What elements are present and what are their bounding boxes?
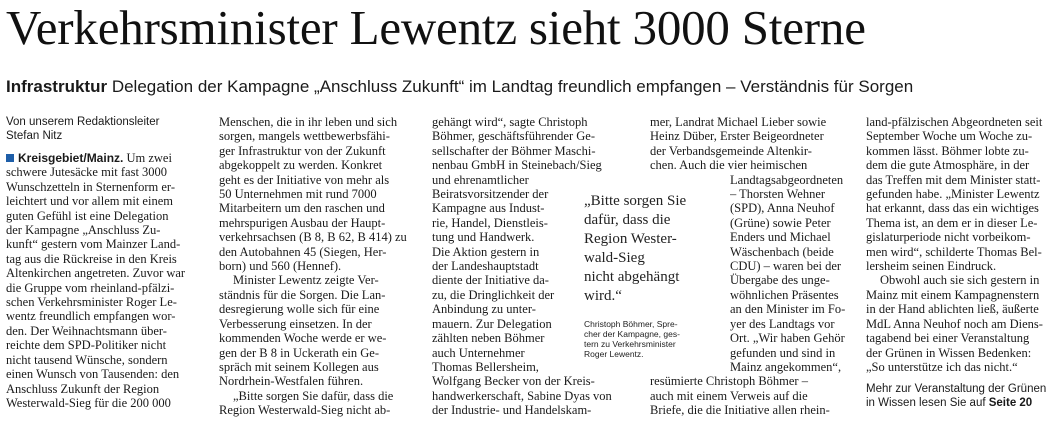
text-line: wöhnlichen Präsentes bbox=[730, 287, 839, 302]
text-line: Anschluss Zukunft der Region bbox=[6, 381, 160, 396]
text-line: den. Der Weihnachtsmann über- bbox=[6, 323, 167, 338]
text-line: MdL Anna Neuhof noch am Diens- bbox=[866, 316, 1043, 331]
text-line: Mainz mit einem Kampagnenstern bbox=[866, 287, 1040, 302]
byline bbox=[6, 115, 209, 143]
text-line: CDU) – waren bei der bbox=[730, 259, 842, 274]
text-line: tung und Handwerk. bbox=[432, 230, 535, 245]
text-line: yer des Landtags vor bbox=[730, 316, 835, 331]
pull-quote-source-line: Roger Lewentz. bbox=[584, 349, 644, 359]
text-line: Heinz Düber, Erster Beigeordneter bbox=[650, 129, 824, 144]
text-line: schen Verkehrsminister Roger Le- bbox=[6, 295, 177, 310]
text-line: an den Minister im Fo- bbox=[730, 302, 846, 317]
text-line: und ehrenamtlicher bbox=[432, 172, 529, 187]
dateline: Kreisgebiet/Mainz. bbox=[18, 151, 124, 165]
pull-quote-source-line: tern zu Verkehrsminister bbox=[584, 339, 676, 349]
text-line: dem die gute Atmosphäre, in der bbox=[866, 158, 1030, 173]
section-square-icon bbox=[6, 154, 14, 162]
text-line: Altenkirchen angetreten. Zuvor war bbox=[6, 266, 186, 281]
text-line: Die Aktion gestern in bbox=[432, 244, 540, 259]
text-line: Region Westerwald-Sieg nicht ab- bbox=[219, 403, 391, 418]
text-line: die Gruppe vom rheinland-pfälzi- bbox=[6, 280, 175, 295]
text-line: Nordrhein-Westfalen führen. bbox=[219, 374, 364, 389]
text-line: mehrspurigen Ausbau der Haupt- bbox=[219, 215, 386, 230]
text-line: gefunden und sind in bbox=[730, 345, 836, 360]
text-line: resümierte Christoph Böhmer – bbox=[650, 374, 808, 389]
text-line: Thomas Bellersheim, bbox=[432, 359, 539, 374]
text-line: Übergabe des unge- bbox=[730, 273, 830, 288]
text-line: sellschafter der Böhmer Maschi- bbox=[432, 143, 596, 158]
text-line: Mainz angekommen“, bbox=[730, 359, 842, 374]
subheadline bbox=[6, 76, 1064, 98]
text-line: Um zwei bbox=[126, 151, 172, 165]
pull-quote-line: wald-Sieg bbox=[584, 250, 645, 266]
text-line: tag aus die Rückreise in den Kreis bbox=[6, 251, 177, 266]
text-line: September Woche um Woche zu- bbox=[866, 129, 1033, 144]
text-line: zählten neben Böhmer bbox=[432, 331, 545, 346]
dateline-line bbox=[6, 151, 209, 165]
byline-role: Von unserem Redaktionsleiter bbox=[6, 116, 160, 128]
text-line: ger Infrastruktur von der Zukunft bbox=[219, 143, 386, 158]
text-line: Wäschenbach (beide bbox=[730, 244, 834, 259]
text-line: men wird“, schilderte Thomas Bel- bbox=[866, 244, 1042, 259]
footnote-line bbox=[866, 396, 1064, 410]
text-line: lersheim seinen Eindruck. bbox=[866, 259, 997, 274]
text-line: Minister Lewentz zeigte Ver- bbox=[233, 273, 379, 288]
text-line: Mitarbeitern um den raschen und bbox=[219, 201, 385, 216]
text-line: Beiratsvorsitzender der bbox=[432, 187, 549, 202]
text-line: diente der Initiative da- bbox=[432, 273, 549, 288]
text-line: (Grüne) sowie Peter bbox=[730, 215, 831, 230]
text-line: Enders und Michael bbox=[730, 230, 831, 245]
text-line: schwere Jutesäcke mit fast 3000 bbox=[6, 165, 168, 180]
text-line: Westerwald-Sieg für die 200 000 bbox=[6, 395, 171, 410]
text-line: Menschen, die in ihr leben und sich bbox=[219, 115, 398, 129]
text-line: Briefe, die die Initiative allen rhein- bbox=[650, 403, 830, 418]
text-line: geht es der Initiative von mehr als bbox=[219, 172, 390, 187]
text-line: ständnis für die Sorgen. Die Lan- bbox=[219, 287, 386, 302]
text-line: Verbesserung einsetzen. In der bbox=[219, 316, 372, 331]
text-line: (SPD), Anna Neuhof bbox=[730, 201, 835, 216]
text-line: mauern. Zur Delegation bbox=[432, 316, 552, 331]
subheadline-kicker: Infrastruktur bbox=[6, 77, 108, 96]
footnote-text: in Wissen lesen Sie auf bbox=[866, 397, 989, 410]
text-line: – Thorsten Wehner bbox=[730, 187, 826, 202]
text-line: hat erkannt, dass das ein wichtiges bbox=[866, 201, 1039, 216]
text-line: Wunschzetteln in Sternenform er- bbox=[6, 179, 175, 194]
text-line: in der Hand ablichten ließ, äußerte bbox=[866, 302, 1039, 317]
text-line: nicht tausend Wünsche, sondern bbox=[6, 352, 168, 367]
text-line: Obwohl auch sie sich gestern in bbox=[880, 273, 1040, 288]
pull-quote-line: Region Wester- bbox=[584, 231, 677, 247]
text-line: der Grünen in Wissen Bedenken: bbox=[866, 345, 1032, 360]
article-column-1 bbox=[6, 115, 209, 423]
text-line: auch Unternehmer bbox=[432, 345, 525, 360]
text-line: der Landeshauptstadt bbox=[432, 259, 539, 274]
text-line: handwerkerschaft, Sabine Dyas von bbox=[432, 388, 612, 403]
pull-quote-line: wird.“ bbox=[584, 288, 622, 304]
text-line: sorgen, mangels wettbewerbsfähi- bbox=[219, 129, 390, 144]
text-line: „Bitte sorgen Sie dafür, dass die bbox=[233, 388, 394, 403]
pull-quote-line: nicht abgehängt bbox=[584, 269, 680, 285]
text-line: das Treffen mit dem Minister statt- bbox=[866, 172, 1041, 187]
text-line: guten Gefühl ist eine Delegation bbox=[6, 208, 169, 223]
text-line: spräch mit seinem Kollegen aus bbox=[219, 359, 379, 374]
text-line: „So unterstütze ich das nicht.“ bbox=[866, 359, 1018, 374]
text-line: mer, Landrat Michael Lieber sowie bbox=[650, 115, 827, 129]
pull-quote-source-line: Christoph Böhmer, Spre- bbox=[584, 319, 678, 329]
text-line: desregierung wolle sich für eine bbox=[219, 302, 380, 317]
page-reference-link[interactable]: Seite 20 bbox=[988, 397, 1033, 410]
subheadline-text: Delegation der Kampagne „Anschluss Zukunft“ im Landtag freundlich empfangen – Verständnis für Sorgen bbox=[111, 77, 914, 96]
text-line: Ort. „Wir haben Gehör bbox=[730, 331, 845, 346]
text-line: abgekoppelt zu werden. Konkret bbox=[219, 158, 383, 173]
text-line: Kampagne aus Indust- bbox=[432, 201, 545, 216]
text-line: zu, die Dringlichkeit der bbox=[432, 287, 555, 302]
text-line: land-pfälzischen Abgeordneten seit bbox=[866, 115, 1043, 129]
text-line: wentz freundlich empfangen wor- bbox=[6, 309, 176, 324]
text-line: auch mit einem Verweis auf die bbox=[650, 388, 808, 403]
text-line: verkehrsachsen (B 8, B 62, B 414) zu bbox=[219, 230, 407, 245]
text-line: reichte dem SPD-Politiker nicht bbox=[6, 338, 167, 353]
page-reference-note bbox=[866, 382, 1064, 410]
text-line: born) und 560 (Hennef). bbox=[219, 259, 342, 274]
text-line: Anbindung zu unter- bbox=[432, 302, 536, 317]
footnote-line: Mehr zur Veranstaltung der Grünen bbox=[866, 383, 1047, 396]
text-line: rie, Handel, Dienstleis- bbox=[432, 215, 548, 230]
text-line: leichtert und vor allem mit einem bbox=[6, 194, 173, 209]
text-line: Landtagsabgeordneten bbox=[730, 172, 844, 187]
text-line: kunft“ gestern vom Mainzer Land- bbox=[6, 237, 181, 252]
pull-quote-source bbox=[584, 319, 714, 359]
text-line: chen. Auch die vier heimischen bbox=[650, 158, 808, 173]
headline: Verkehrsminister Lewentz sieht 3000 Sterne bbox=[6, 0, 866, 55]
text-line: den Autobahnen 45 (Siegen, Her- bbox=[219, 244, 387, 259]
text-line: gen der B 8 in Uckerath ein Ge- bbox=[219, 345, 380, 360]
text-line: gehängt wird“, sagte Christoph bbox=[432, 115, 588, 129]
pull-quote bbox=[584, 192, 710, 306]
byline-author: Stefan Nitz bbox=[6, 130, 63, 142]
text-line: kommen lässt. Böhmer lobte zu- bbox=[866, 143, 1029, 158]
text-line: nenbau GmbH in Steinebach/Sieg bbox=[432, 158, 602, 173]
text-line: tagabend bei einer Veranstaltung bbox=[866, 331, 1030, 346]
text-line: 50 Unternehmen mit rund 7000 bbox=[219, 187, 377, 202]
text-line: einen Wunsch von Tausenden: den bbox=[6, 367, 180, 382]
text-line: gefunden habe. „Minister Lewentz bbox=[866, 187, 1040, 202]
text-line: kommenden Woche werde er we- bbox=[219, 331, 387, 346]
text-line: Wolfgang Becker von der Kreis- bbox=[432, 374, 595, 389]
text-line: der Kampagne „Anschluss Zu- bbox=[6, 223, 161, 238]
article-column-5 bbox=[866, 115, 1064, 423]
pull-quote-line: „Bitte sorgen Sie bbox=[584, 193, 687, 209]
text-line: Thema ist, an dem er in dieser Le- bbox=[866, 215, 1038, 230]
pull-quote-line: dafür, dass die bbox=[584, 212, 671, 228]
text-line: der Verbandsgemeinde Altenkir- bbox=[650, 143, 812, 158]
article-column-2 bbox=[219, 115, 422, 423]
text-line: der Industrie- und Handelskam- bbox=[432, 403, 592, 418]
text-line: Böhmer, geschäftsführender Ge- bbox=[432, 129, 595, 144]
pull-quote-source-line: cher der Kampagne, ges- bbox=[584, 329, 680, 339]
text-line: gislaturperiode nicht vorbeikom- bbox=[866, 230, 1031, 245]
